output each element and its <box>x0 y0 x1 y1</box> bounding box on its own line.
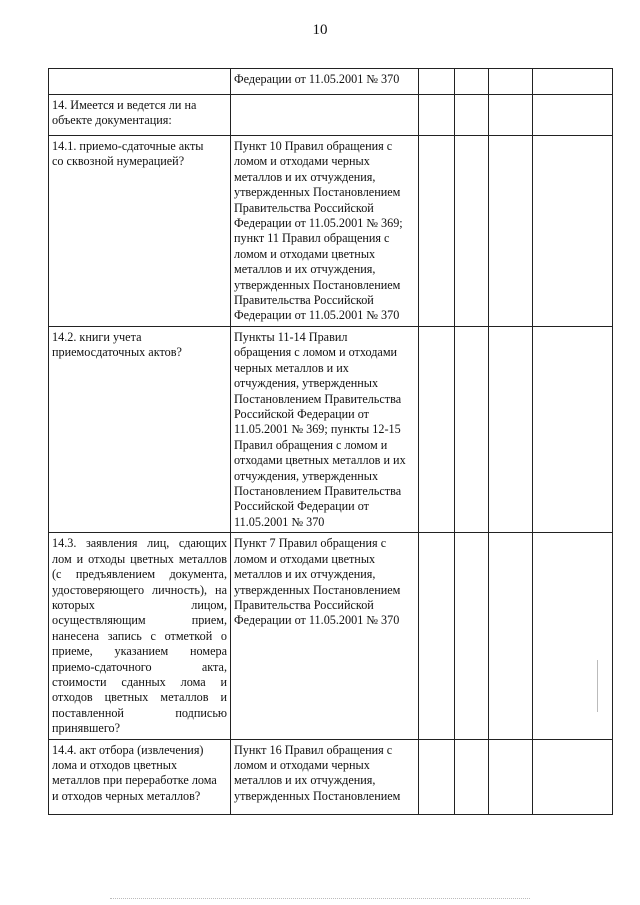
table-row <box>49 95 613 136</box>
scan-artifact-dots <box>110 898 530 900</box>
requirement-cell <box>231 95 419 136</box>
answer-na-cell[interactable] <box>489 327 533 533</box>
answer-no-cell[interactable] <box>455 327 489 533</box>
page-number: 10 <box>312 22 328 38</box>
scan-artifact-line <box>597 660 598 712</box>
answer-no-cell[interactable] <box>455 136 489 327</box>
requirement-cell: Пункт 16 Правил обращения с ломом и отходами черных металлов и их отчуждения, утвержденных Постановлением <box>231 739 419 814</box>
answer-no-cell[interactable] <box>455 69 489 95</box>
table-row <box>49 533 613 739</box>
answer-na-cell[interactable] <box>489 69 533 95</box>
answer-yes-cell[interactable] <box>419 95 455 136</box>
answer-yes-cell[interactable] <box>419 739 455 814</box>
answer-yes-cell[interactable] <box>419 327 455 533</box>
answer-na-cell[interactable] <box>489 95 533 136</box>
note-cell[interactable] <box>533 136 613 327</box>
note-cell[interactable] <box>533 327 613 533</box>
question-cell: 14.1. приемо-сдаточные акты со сквозной нумерацией? <box>49 136 231 327</box>
requirement-cell: Пункт 10 Правил обращения с ломом и отходами черных металлов и их отчуждения, утвержденных Постановлением Правительства Российской Федерации от 11.05.2001 № 369; пункт 11 Правил обращения с ломом и отходами цветных металлов и их отчуждения, утвержденных Постановлением Правительства Российской Федерации от 11.05.2001 № 370 <box>231 136 419 327</box>
answer-no-cell[interactable] <box>455 95 489 136</box>
question-cell: 14.4. акт отбора (извлечения) лома и отходов цветных металлов при переработке лома и отходов черных металлов? <box>49 739 231 814</box>
answer-na-cell[interactable] <box>489 533 533 739</box>
answer-yes-cell[interactable] <box>419 69 455 95</box>
note-cell[interactable] <box>533 95 613 136</box>
question-cell: 14.2. книги учета приемосдаточных актов? <box>49 327 231 533</box>
question-cell <box>49 69 231 95</box>
table-row <box>49 739 613 814</box>
answer-yes-cell[interactable] <box>419 136 455 327</box>
inspection-checklist-table <box>48 68 613 815</box>
answer-no-cell[interactable] <box>455 739 489 814</box>
table-row <box>49 69 613 95</box>
table-row <box>49 327 613 533</box>
requirement-cell: Федерации от 11.05.2001 № 370 <box>231 69 419 95</box>
answer-yes-cell[interactable] <box>419 533 455 739</box>
question-cell: 14.3. заявления лиц, сдающих лом и отходы цветных металлов (с предъявлением документа, удостоверяющего личность), на которых лицом, осуществляющим прием, нанесена запись с отметкой о приеме, указанием номера приемо-сдаточного акта, стоимости сданных лома и отходов цветных металлов и поставленной подписью принявшего? <box>49 533 231 739</box>
note-cell[interactable] <box>533 533 613 739</box>
note-cell[interactable] <box>533 739 613 814</box>
answer-no-cell[interactable] <box>455 533 489 739</box>
requirement-cell: Пункты 11-14 Правил обращения с ломом и отходами черных металлов и их отчуждения, утвержденных Постановлением Правительства Российской Федерации от 11.05.2001 № 369; пункты 12-15 Правил обращения с ломом и отходами цветных металлов и их отчуждения, утвержденных Постановлением Правительства Российской Федерации от 11.05.2001 № 370 <box>231 327 419 533</box>
note-cell[interactable] <box>533 69 613 95</box>
table-row <box>49 136 613 327</box>
requirement-cell: Пункт 7 Правил обращения с ломом и отходами цветных металлов и их отчуждения, утвержденных Постановлением Правительства Российской Федерации от 11.05.2001 № 370 <box>231 533 419 739</box>
question-cell: 14. Имеется и ведется ли на объекте документация: <box>49 95 231 136</box>
answer-na-cell[interactable] <box>489 739 533 814</box>
answer-na-cell[interactable] <box>489 136 533 327</box>
